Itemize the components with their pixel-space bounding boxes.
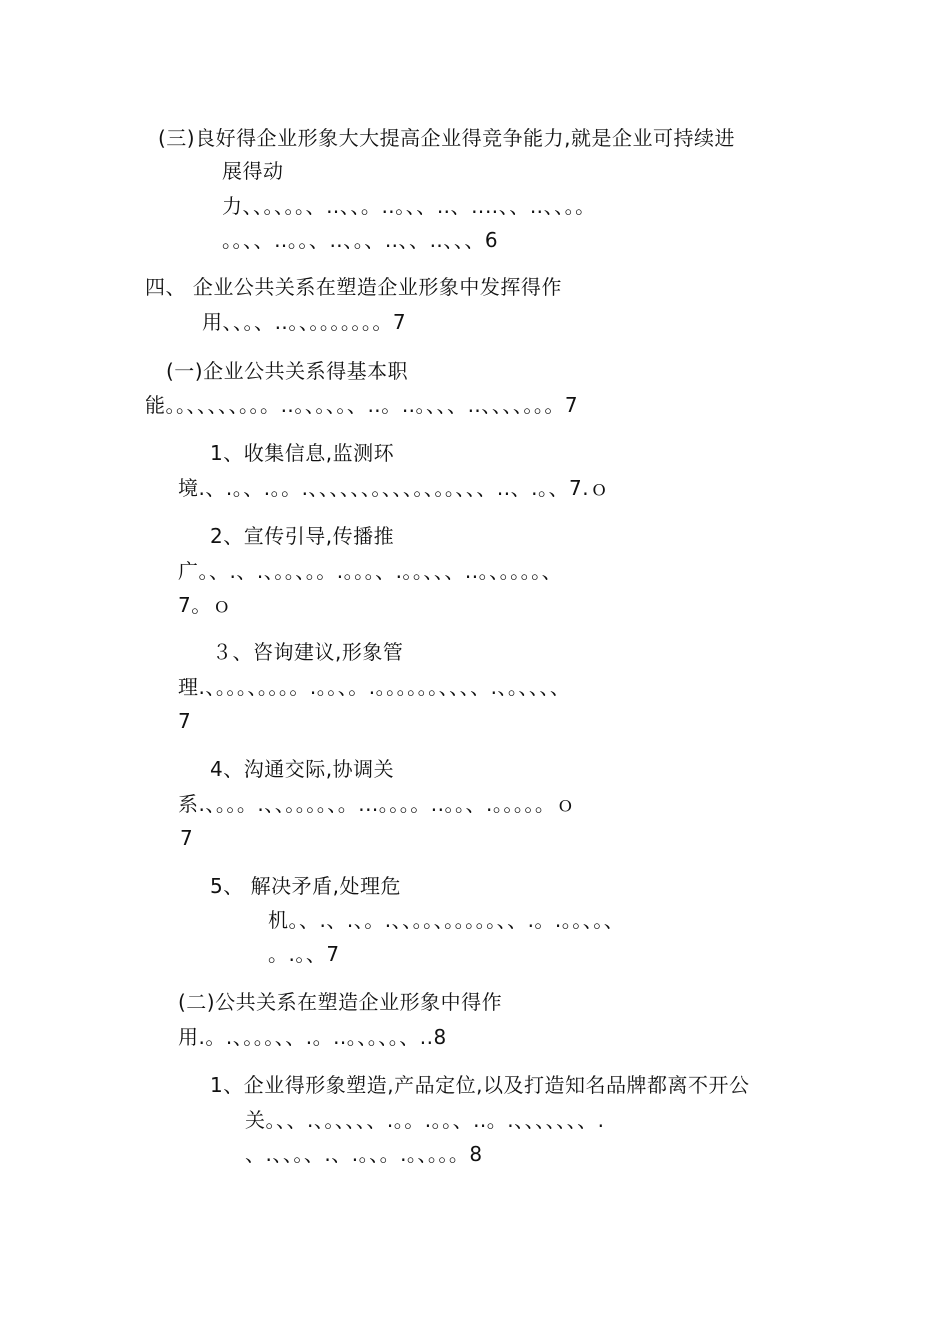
toc-subheading-4-1-line-1[interactable]: (一)企业公共关系得基本职 (166, 359, 409, 383)
toc-entry-section-3-leader-1[interactable]: 力、、。、。。、‥、、。‥。、、‥、‥‥、、‥、、。。 (222, 194, 596, 218)
toc-item-4-line-3[interactable]: 7 (180, 826, 194, 850)
toc-entry-section-3-leader-2[interactable]: 。。、、‥。。、‥、。、‥、、‥、、、6 (222, 228, 499, 252)
toc-item-3-line-2[interactable]: 理.、。。。、。。。。.。。、。.。。。。。。、、、、.、。、、、、 (178, 675, 571, 699)
toc-subheading-4-1-line-2[interactable]: 能。。、、、、、。。。‥。、。、。、‥。‥。、、、‥、、、、。。。7 (145, 393, 579, 417)
toc-item-5-line-3[interactable]: 。.。、7 (268, 942, 340, 966)
toc-item-1-line-2[interactable]: 境.、.。、.。。.、、、、、、。、、、。、。。、、、..、.。、7.ｏ (178, 476, 610, 500)
toc-item-4-2-1-line-2[interactable]: 关。、、.、。、、、、.。。.。。、..。.、、、、、、、. (245, 1108, 605, 1132)
toc-item-3-line-1[interactable]: ３、咨询建议,形象管 (212, 640, 404, 664)
toc-heading-chapter-4-line-2[interactable]: 用、、。、‥。、。。。。。。。7 (202, 310, 407, 334)
toc-item-2-line-3[interactable]: 7。ｏ (178, 593, 233, 617)
toc-item-2-line-2[interactable]: 广。、.、.、。。、。。.。。。、.。。、、、..。、。。。。、 (178, 559, 563, 583)
toc-item-5-line-2[interactable]: 机。、.、.、。.、、。。、。。。。。、、.。.。。、。、 (268, 908, 625, 932)
toc-heading-chapter-4-line-1[interactable]: 四、 企业公共关系在塑造企业形象中发挥得作 (145, 275, 562, 299)
toc-subheading-4-2-line-1[interactable]: (二)公共关系在塑造企业形象中得作 (178, 990, 503, 1014)
toc-subheading-4-2-line-2[interactable]: 用.。.、。。。、、.。..。、。、。、..8 (178, 1025, 447, 1049)
toc-item-3-line-3[interactable]: 7 (178, 709, 192, 733)
toc-item-4-line-1[interactable]: 4、沟通交际,协调关 (210, 757, 395, 781)
toc-item-1-line-1[interactable]: 1、收集信息,监测环 (210, 441, 395, 465)
toc-entry-section-3-line-1[interactable]: (三)良好得企业形象大大提高企业得竞争能力,就是企业可持续进 (158, 126, 735, 150)
toc-item-4-line-2[interactable]: 系.、。。。.、、。。。。、。...。。。。..。。、.。。。。。ｏ (178, 792, 576, 816)
toc-item-2-line-1[interactable]: 2、宣传引导,传播推 (210, 524, 395, 548)
toc-item-5-line-1[interactable]: 5、 解决矛盾,处理危 (210, 874, 401, 898)
toc-item-4-2-1-line-3[interactable]: 、.、、。、.、.。、。.。、。。。8 (245, 1142, 483, 1166)
toc-entry-section-3-line-2[interactable]: 展得动 (222, 159, 284, 183)
toc-item-4-2-1-line-1[interactable]: 1、企业得形象塑造,产品定位,以及打造知名品牌都离不开公 (210, 1073, 750, 1097)
